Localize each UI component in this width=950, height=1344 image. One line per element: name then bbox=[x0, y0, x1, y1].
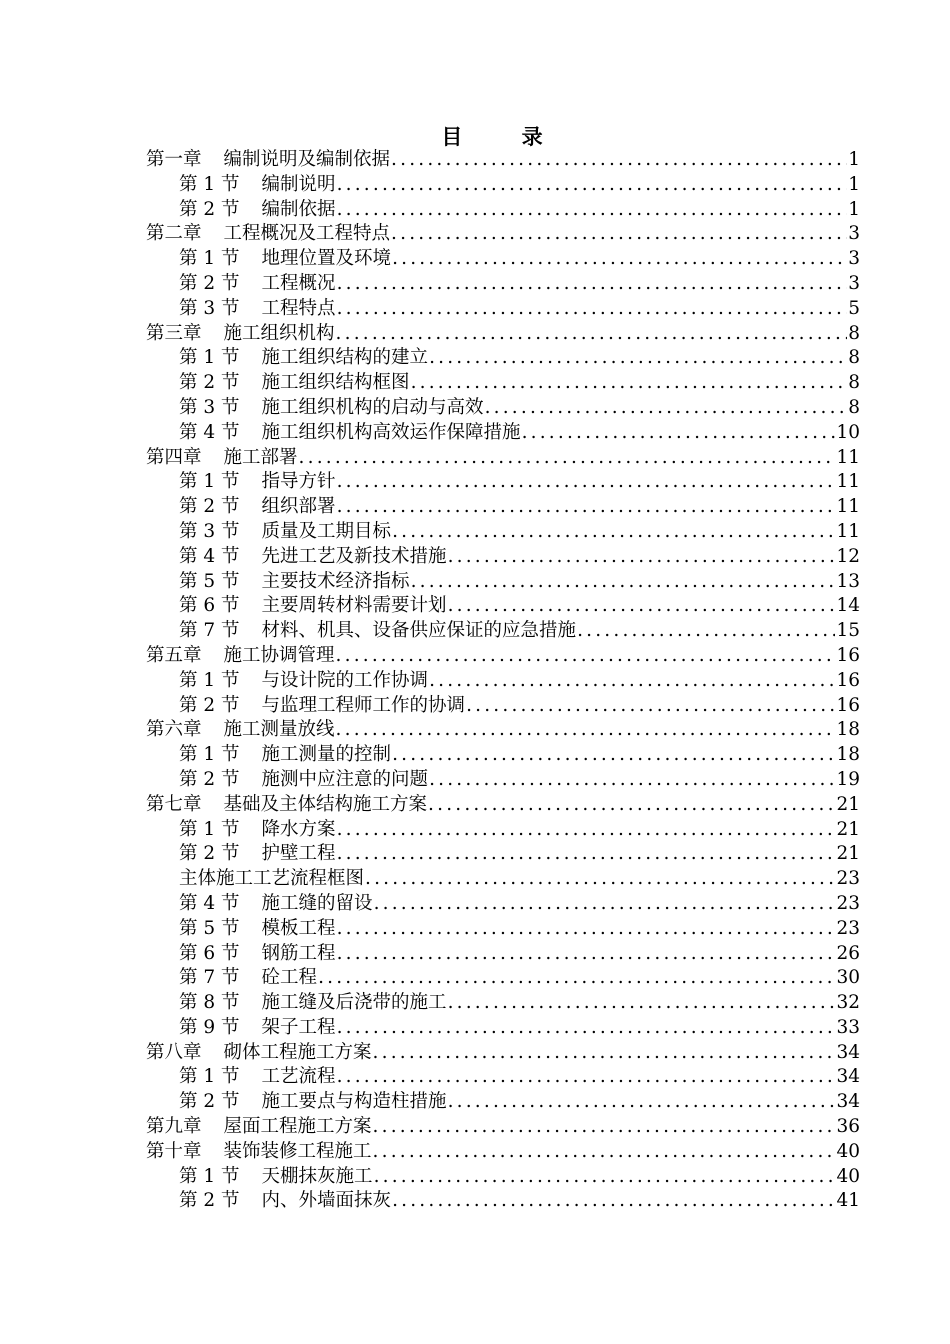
toc-entry-title: 施工缝的留设 bbox=[261, 892, 373, 914]
toc-entry-label: 第 2 节 bbox=[179, 198, 240, 220]
toc-page-number: 8 bbox=[848, 396, 860, 418]
toc-section-entry[interactable] bbox=[146, 346, 860, 371]
toc-section-entry[interactable] bbox=[146, 991, 860, 1016]
toc-entry-label: 第三章 bbox=[146, 322, 202, 344]
toc-entry-text bbox=[179, 867, 364, 892]
toc-entry-title: 降水方案 bbox=[261, 818, 336, 840]
toc-page-number: 16 bbox=[836, 644, 860, 666]
toc-dot-leader bbox=[391, 148, 847, 173]
toc-dot-leader bbox=[373, 1115, 836, 1140]
toc-dot-leader bbox=[485, 396, 848, 421]
toc-entry-text bbox=[179, 942, 336, 967]
toc-dot-leader bbox=[336, 322, 848, 347]
toc-section-entry[interactable] bbox=[146, 520, 860, 545]
toc-dot-leader bbox=[337, 818, 836, 843]
toc-entry-text bbox=[179, 842, 336, 867]
toc-entry-title: 施工协调管理 bbox=[223, 644, 335, 666]
toc-entry-label: 第 2 节 bbox=[179, 272, 240, 294]
toc-dot-leader bbox=[373, 1140, 836, 1165]
toc-dot-leader bbox=[318, 966, 835, 991]
toc-chapter-entry[interactable] bbox=[146, 1140, 860, 1165]
toc-entry-title: 施工测量的控制 bbox=[261, 744, 392, 766]
toc-section-entry[interactable] bbox=[146, 942, 860, 967]
toc-dot-leader bbox=[429, 669, 835, 694]
toc-chapter-entry[interactable] bbox=[146, 644, 860, 669]
toc-entry-text bbox=[179, 297, 336, 322]
toc-entry-title: 架子工程 bbox=[261, 1016, 336, 1038]
toc-entry-text bbox=[146, 148, 390, 173]
toc-page-number: 13 bbox=[836, 570, 860, 592]
toc-entry-title: 施工缝及后浇带的施工 bbox=[261, 992, 447, 1014]
toc-entry-title: 施工组织结构框图 bbox=[261, 372, 410, 394]
toc-dot-leader bbox=[337, 272, 848, 297]
toc-section-entry[interactable] bbox=[146, 867, 860, 892]
toc-entry-label: 第 2 节 bbox=[179, 843, 240, 865]
toc-entry-label: 第 8 节 bbox=[179, 992, 240, 1014]
toc-entry-text bbox=[146, 644, 335, 669]
toc-dot-leader bbox=[448, 594, 836, 619]
toc-page-number: 18 bbox=[836, 719, 860, 741]
toc-section-entry[interactable] bbox=[146, 272, 860, 297]
toc-page-number: 8 bbox=[848, 347, 860, 369]
toc-dot-leader bbox=[337, 297, 848, 322]
toc-entry-title: 主要技术经济指标 bbox=[261, 570, 410, 592]
toc-entry-title: 地理位置及环境 bbox=[261, 248, 392, 270]
toc-section-entry[interactable] bbox=[146, 743, 860, 768]
toc-page-number: 11 bbox=[836, 520, 860, 542]
toc-entry-text bbox=[146, 322, 335, 347]
toc-dot-leader bbox=[374, 892, 836, 917]
toc-dot-leader bbox=[337, 917, 836, 942]
toc-entry-label: 第 4 节 bbox=[179, 545, 240, 567]
toc-section-entry[interactable] bbox=[146, 371, 860, 396]
toc-page-number: 36 bbox=[836, 1116, 860, 1138]
toc-entry-title: 工程概况 bbox=[261, 272, 336, 294]
toc-entry-title: 施工组织机构高效运作保障措施 bbox=[261, 421, 521, 443]
toc-dot-leader bbox=[522, 421, 836, 446]
toc-page-number: 3 bbox=[848, 272, 860, 294]
toc-chapter-entry[interactable] bbox=[146, 222, 860, 247]
toc-entry-label: 第 7 节 bbox=[179, 967, 240, 989]
toc-section-entry[interactable] bbox=[146, 818, 860, 843]
toc-page-number: 1 bbox=[848, 173, 860, 195]
toc-dot-leader bbox=[392, 1189, 835, 1214]
toc-entry-label: 第 2 节 bbox=[179, 768, 240, 790]
toc-entry-label: 第 2 节 bbox=[179, 1190, 240, 1212]
toc-entry-title: 施工组织结构的建立 bbox=[261, 347, 429, 369]
toc-section-entry[interactable] bbox=[146, 1090, 860, 1115]
toc-page-number: 11 bbox=[836, 446, 860, 468]
toc-entry-label: 第 7 节 bbox=[179, 620, 240, 642]
toc-entry-title: 工艺流程 bbox=[261, 1066, 336, 1088]
toc-entry-title: 主体施工工艺流程框图 bbox=[179, 868, 365, 890]
toc-entry-title: 护壁工程 bbox=[261, 843, 336, 865]
toc-page-number: 23 bbox=[836, 917, 860, 939]
toc-entry-text bbox=[179, 669, 428, 694]
toc-section-entry[interactable] bbox=[146, 1016, 860, 1041]
toc-page-number: 8 bbox=[848, 322, 860, 344]
toc-page-number: 14 bbox=[836, 595, 860, 617]
toc-page-number: 40 bbox=[836, 1140, 860, 1162]
toc-dot-leader bbox=[411, 570, 836, 595]
toc-entry-title: 内、外墙面抹灰 bbox=[261, 1190, 392, 1212]
toc-entry-label: 第 2 节 bbox=[179, 694, 240, 716]
toc-entry-title: 编制依据 bbox=[261, 198, 336, 220]
toc-page-number: 40 bbox=[836, 1165, 860, 1187]
toc-dot-leader bbox=[337, 198, 848, 223]
toc-entry-label: 第 1 节 bbox=[179, 744, 240, 766]
toc-section-entry[interactable] bbox=[146, 396, 860, 421]
toc-entry-title: 质量及工期目标 bbox=[261, 520, 392, 542]
toc-entry-label: 第一章 bbox=[146, 149, 202, 170]
toc-page-number: 41 bbox=[836, 1190, 860, 1212]
toc-entry-text bbox=[179, 694, 465, 719]
toc-entry-text bbox=[179, 768, 428, 793]
toc-list bbox=[146, 148, 860, 1214]
toc-entry-title: 施工测量放线 bbox=[223, 719, 335, 741]
toc-dot-leader bbox=[392, 520, 835, 545]
toc-dot-leader bbox=[391, 222, 847, 247]
toc-dot-leader bbox=[337, 1016, 836, 1041]
toc-dot-leader bbox=[337, 842, 836, 867]
toc-entry-label: 第七章 bbox=[146, 793, 202, 815]
toc-page-number: 16 bbox=[836, 669, 860, 691]
toc-dot-leader bbox=[373, 1041, 836, 1066]
toc-dot-leader bbox=[392, 743, 835, 768]
toc-entry-text bbox=[179, 247, 391, 272]
toc-page-number: 26 bbox=[836, 942, 860, 964]
toc-chapter-entry[interactable] bbox=[146, 1041, 860, 1066]
toc-entry-title: 工程概况及工程特点 bbox=[223, 223, 391, 245]
toc-entry-title: 组织部署 bbox=[261, 496, 336, 518]
toc-entry-label: 第二章 bbox=[146, 223, 202, 245]
toc-page-number: 1 bbox=[848, 149, 860, 170]
toc-dot-leader bbox=[336, 718, 836, 743]
toc-dot-leader bbox=[392, 247, 847, 272]
toc-entry-text bbox=[179, 1165, 373, 1190]
toc-entry-label: 第十章 bbox=[146, 1140, 202, 1162]
toc-entry-label: 第 1 节 bbox=[179, 1165, 240, 1187]
toc-section-entry[interactable] bbox=[146, 495, 860, 520]
toc-entry-title: 编制说明及编制依据 bbox=[223, 149, 391, 170]
toc-entry-title: 屋面工程施工方案 bbox=[223, 1116, 372, 1138]
toc-entry-text bbox=[179, 743, 391, 768]
toc-entry-text bbox=[146, 446, 298, 471]
toc-entry-text bbox=[179, 917, 336, 942]
toc-section-entry[interactable] bbox=[146, 917, 860, 942]
toc-page-number: 11 bbox=[836, 496, 860, 518]
toc-entry-title: 施工部署 bbox=[223, 446, 298, 468]
toc-dot-leader bbox=[429, 768, 835, 793]
toc-page-number: 16 bbox=[836, 694, 860, 716]
toc-page-number: 34 bbox=[836, 1066, 860, 1088]
toc-entry-text bbox=[179, 892, 373, 917]
toc-dot-leader bbox=[448, 991, 836, 1016]
toc-entry-label: 第八章 bbox=[146, 1041, 202, 1063]
toc-entry-text bbox=[179, 198, 336, 223]
toc-section-entry[interactable] bbox=[146, 892, 860, 917]
toc-page-number: 23 bbox=[836, 868, 860, 890]
toc-entry-label: 第 1 节 bbox=[179, 173, 240, 195]
toc-section-entry[interactable] bbox=[146, 669, 860, 694]
toc-section-entry[interactable] bbox=[146, 594, 860, 619]
toc-entry-text bbox=[179, 1065, 336, 1090]
toc-page-number: 18 bbox=[836, 744, 860, 766]
toc-entry-text bbox=[179, 272, 336, 297]
toc-section-entry[interactable] bbox=[146, 1165, 860, 1190]
toc-page-number: 10 bbox=[836, 421, 860, 443]
toc-entry-text bbox=[179, 1090, 447, 1115]
toc-section-entry[interactable] bbox=[146, 694, 860, 719]
toc-page-number: 3 bbox=[848, 248, 860, 270]
toc-dot-leader bbox=[365, 867, 835, 892]
toc-entry-title: 材料、机具、设备供应保证的应急措施 bbox=[261, 620, 577, 642]
toc-entry-text bbox=[179, 495, 336, 520]
toc-dot-leader bbox=[448, 1090, 836, 1115]
toc-entry-text bbox=[179, 470, 336, 495]
toc-page-number: 34 bbox=[836, 1041, 860, 1063]
toc-entry-label: 第 1 节 bbox=[179, 669, 240, 691]
toc-section-entry[interactable] bbox=[146, 1065, 860, 1090]
toc-entry-label: 第 2 节 bbox=[179, 496, 240, 518]
toc-entry-text bbox=[179, 619, 576, 644]
toc-entry-title: 施工组织机构 bbox=[223, 322, 335, 344]
toc-chapter-entry[interactable] bbox=[146, 1115, 860, 1140]
toc-section-entry[interactable] bbox=[146, 768, 860, 793]
toc-entry-label: 第 9 节 bbox=[179, 1016, 240, 1038]
toc-dot-leader bbox=[429, 346, 847, 371]
toc-entry-title: 施工要点与构造柱措施 bbox=[261, 1091, 447, 1113]
toc-entry-title: 钢筋工程 bbox=[261, 942, 336, 964]
toc-entry-text bbox=[146, 222, 390, 247]
toc-section-entry[interactable] bbox=[146, 570, 860, 595]
toc-entry-title: 天棚抹灰施工 bbox=[261, 1165, 373, 1187]
toc-entry-label: 第 4 节 bbox=[179, 421, 240, 443]
toc-entry-label: 第 1 节 bbox=[179, 471, 240, 493]
toc-dot-leader bbox=[337, 1065, 836, 1090]
toc-section-entry[interactable] bbox=[146, 247, 860, 272]
toc-chapter-entry[interactable] bbox=[146, 718, 860, 743]
toc-entry-label: 第 3 节 bbox=[179, 396, 240, 418]
toc-section-entry[interactable] bbox=[146, 545, 860, 570]
toc-entry-label: 第 2 节 bbox=[179, 1091, 240, 1113]
toc-page-number: 32 bbox=[836, 992, 860, 1014]
toc-entry-text bbox=[179, 991, 447, 1016]
toc-section-entry[interactable] bbox=[146, 297, 860, 322]
toc-section-entry[interactable] bbox=[146, 470, 860, 495]
toc-entry-label: 第 1 节 bbox=[179, 248, 240, 270]
toc-entry-title: 编制说明 bbox=[261, 173, 336, 195]
toc-entry-title: 与设计院的工作协调 bbox=[261, 669, 429, 691]
toc-dot-leader bbox=[337, 470, 836, 495]
toc-entry-text bbox=[179, 570, 410, 595]
toc-entry-label: 第 4 节 bbox=[179, 892, 240, 914]
toc-section-entry[interactable] bbox=[146, 619, 860, 644]
toc-entry-text bbox=[179, 346, 428, 371]
toc-chapter-entry[interactable] bbox=[146, 446, 860, 471]
toc-section-entry[interactable] bbox=[146, 842, 860, 867]
toc-entry-label: 第 1 节 bbox=[179, 818, 240, 840]
toc-entry-label: 第 1 节 bbox=[179, 347, 240, 369]
toc-entry-title: 装饰装修工程施工 bbox=[223, 1140, 372, 1162]
toc-dot-leader bbox=[337, 173, 848, 198]
toc-entry-title: 砌体工程施工方案 bbox=[223, 1041, 372, 1063]
toc-entry-text bbox=[146, 1140, 372, 1165]
toc-entry-title: 基础及主体结构施工方案 bbox=[223, 793, 428, 815]
toc-entry-label: 第 6 节 bbox=[179, 595, 240, 617]
toc-dot-leader bbox=[466, 694, 835, 719]
toc-entry-label: 第 5 节 bbox=[179, 570, 240, 592]
toc-entry-text bbox=[179, 966, 317, 991]
toc-dot-leader bbox=[374, 1165, 836, 1190]
toc-page-number: 3 bbox=[848, 223, 860, 245]
toc-entry-label: 第五章 bbox=[146, 644, 202, 666]
toc-page-number: 11 bbox=[836, 471, 860, 493]
toc-entry-label: 第 6 节 bbox=[179, 942, 240, 964]
toc-entry-text bbox=[146, 1115, 372, 1140]
toc-entry-title: 施工组织机构的启动与高效 bbox=[261, 396, 484, 418]
toc-section-entry[interactable] bbox=[146, 198, 860, 223]
toc-page-number: 21 bbox=[836, 843, 860, 865]
toc-entry-title: 主要周转材料需要计划 bbox=[261, 595, 447, 617]
toc-entry-title: 砼工程 bbox=[261, 967, 318, 989]
toc-entry-label: 第 2 节 bbox=[179, 372, 240, 394]
toc-page-number: 19 bbox=[836, 768, 860, 790]
toc-entry-label: 第四章 bbox=[146, 446, 202, 468]
toc-entry-label: 第 3 节 bbox=[179, 520, 240, 542]
toc-entry-text bbox=[146, 1041, 372, 1066]
toc-page-number: 8 bbox=[848, 372, 860, 394]
toc-entry-label: 第六章 bbox=[146, 719, 202, 741]
toc-dot-leader bbox=[411, 371, 848, 396]
toc-entry-text bbox=[179, 1016, 336, 1041]
toc-entry-text bbox=[146, 793, 427, 818]
toc-section-entry[interactable] bbox=[146, 173, 860, 198]
toc-page-number: 1 bbox=[848, 198, 860, 220]
toc-title: 目 录 bbox=[441, 124, 569, 149]
toc-page-number: 21 bbox=[836, 818, 860, 840]
toc-page-number: 15 bbox=[836, 620, 860, 642]
toc-entry-text bbox=[179, 1189, 391, 1214]
toc-dot-leader bbox=[337, 942, 836, 967]
toc-entry-title: 指导方针 bbox=[261, 471, 336, 493]
toc-page-number: 30 bbox=[836, 967, 860, 989]
toc-entry-text bbox=[179, 421, 521, 446]
toc-section-entry[interactable] bbox=[146, 1189, 860, 1214]
toc-dot-leader bbox=[299, 446, 836, 471]
toc-entry-title: 先进工艺及新技术措施 bbox=[261, 545, 447, 567]
toc-page-number: 12 bbox=[836, 545, 860, 567]
toc-entry-label: 第 1 节 bbox=[179, 1066, 240, 1088]
toc-dot-leader bbox=[336, 644, 836, 669]
toc-entry-title: 施测中应注意的问题 bbox=[261, 768, 429, 790]
toc-entry-text bbox=[179, 594, 447, 619]
toc-entry-label: 第九章 bbox=[146, 1116, 202, 1138]
toc-section-entry[interactable] bbox=[146, 421, 860, 446]
toc-entry-title: 与监理工程师工作的协调 bbox=[261, 694, 466, 716]
toc-page-number: 21 bbox=[836, 793, 860, 815]
toc-entry-text bbox=[179, 173, 336, 198]
toc-entry-text bbox=[179, 520, 391, 545]
toc-entry-text bbox=[179, 818, 336, 843]
toc-dot-leader bbox=[577, 619, 835, 644]
toc-section-entry[interactable] bbox=[146, 966, 860, 991]
toc-entry-label: 第 3 节 bbox=[179, 297, 240, 319]
toc-entry-title: 模板工程 bbox=[261, 917, 336, 939]
toc-entry-title: 工程特点 bbox=[261, 297, 336, 319]
toc-entry-text bbox=[179, 396, 484, 421]
toc-chapter-entry[interactable] bbox=[146, 793, 860, 818]
toc-entry-text bbox=[179, 371, 410, 396]
toc-entry-label: 第 5 节 bbox=[179, 917, 240, 939]
toc-dot-leader bbox=[448, 545, 836, 570]
toc-dot-leader bbox=[428, 793, 835, 818]
toc-page-number: 34 bbox=[836, 1091, 860, 1113]
toc-chapter-entry[interactable] bbox=[146, 322, 860, 347]
toc-page-number: 5 bbox=[848, 297, 860, 319]
toc-page-number: 33 bbox=[836, 1016, 860, 1038]
toc-dot-leader bbox=[337, 495, 836, 520]
toc-page-number: 23 bbox=[836, 892, 860, 914]
toc-entry-text bbox=[146, 718, 335, 743]
toc-chapter-entry[interactable] bbox=[146, 148, 860, 173]
toc-entry-text bbox=[179, 545, 447, 570]
